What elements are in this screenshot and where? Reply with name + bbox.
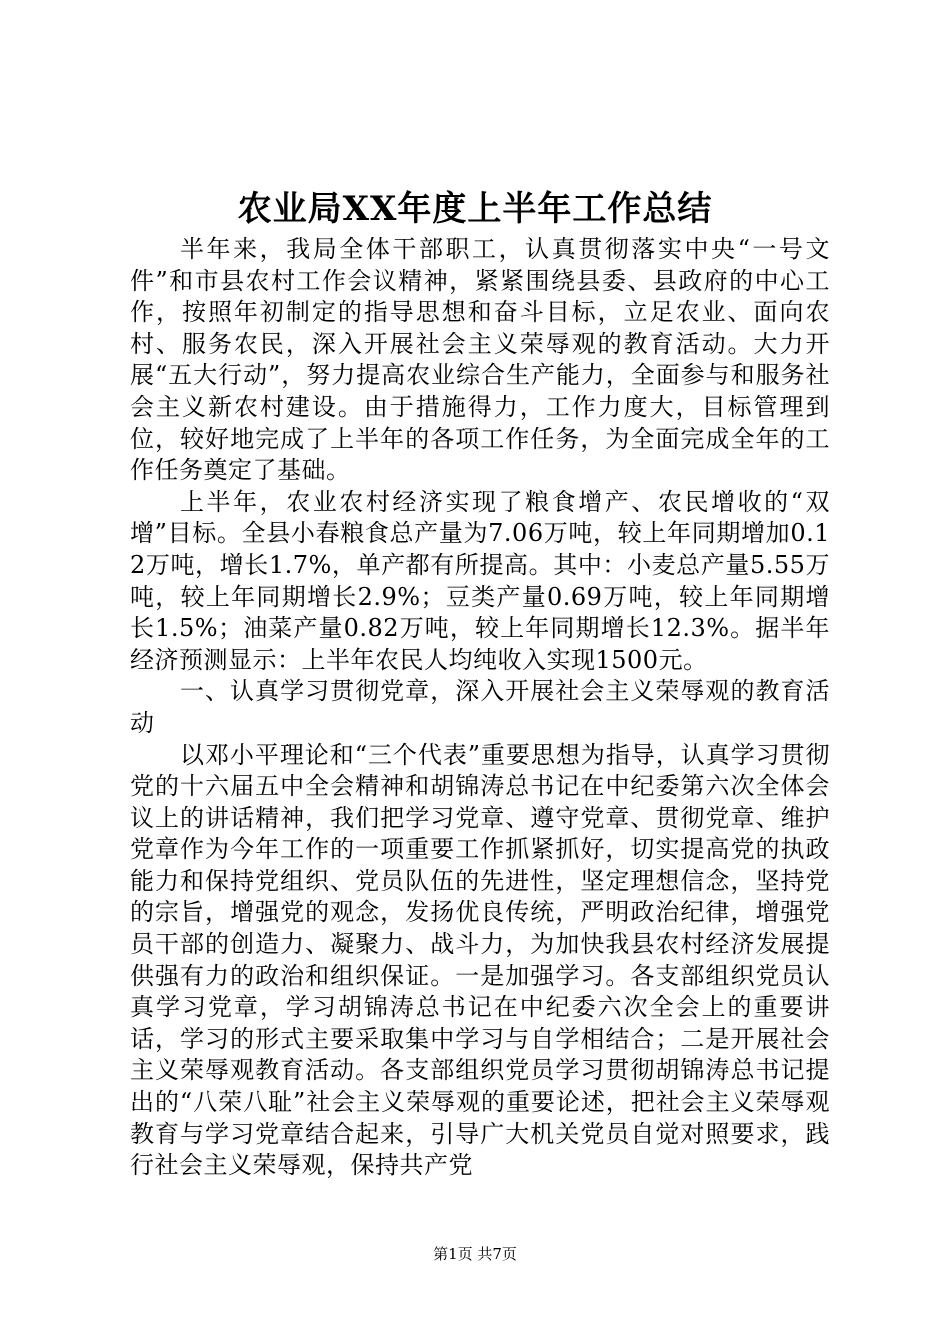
document-title: 农业局XX年度上半年工作总结 (237, 189, 713, 229)
section-heading-1: 一、认真学习贯彻党章，深入开展社会主义荣辱观的教育活动 (130, 677, 830, 737)
page-number-footer: 第1页 共7页 (433, 1245, 517, 1263)
paragraph-party-study: 以邓小平理论和“三个代表”重要思想为指导，认真学习贯彻党的十六届五中全会精神和胡锦涛总书记在中纪委第六次全体会议上的讲话精神，我们把学习党章、遵守党章、贯彻党章、维护党章作为今年工作的一项重要工作抓紧抓好，切实提高党的执政能力和保持党组织、党员队伍的先进性，坚定理想信念，坚持党的宗旨，增强党的观念，发扬优良传统，严明政治纪律，增强党员干部的创造力、凝聚力、战斗力，为加快我县农村经济发展提供强有力的政治和组织保证。一是加强学习。各支部组织党员认真学习党章，学习胡锦涛总书记在中纪委六次全会上的重要讲话，学习的形式主要采取集中学习与自学相结合；二是开展社会主义荣辱观教育活动。各支部组织党员学习贯彻胡锦涛总书记提出的“八荣八耻”社会主义荣辱观的重要论述，把社会主义荣辱观教育与学习党章结合起来，引导广大机关党员自觉对照要求，践行社会主义荣辱观，保持共产党 (130, 740, 830, 1180)
document-body (130, 234, 830, 1182)
paragraph-grain-output: 上半年，农业农村经济实现了粮食增产、农民增收的“双增”目标。全县小春粮食总产量为7.06万吨，较上年同期增加0.12万吨，增长1.7%，单产都有所提高。其中：小麦总产量5.55万吨，较上年同期增长2.9%；豆类产量0.69万吨，较上年同期增长1.5%；油菜产量0.82万吨，较上年同期增长12.3%。据半年经济预测显示：上半年农民人均纯收入实现1500元。 (130, 487, 830, 674)
paragraph-intro: 半年来，我局全体干部职工，认真贯彻落实中央“一号文件”和市县农村工作会议精神，紧紧围绕县委、县政府的中心工作，按照年初制定的指导思想和奋斗目标，立足农业、面向农村、服务农民，深入开展社会主义荣辱观的教育活动。大力开展“五大行动”，努力提高农业综合生产能力，全面参与和服务社会主义新农村建设。由于措施得力，工作力度大，目标管理到位，较好地完成了上半年的各项工作任务，为全面完成全年的工作任务奠定了基础。 (130, 235, 830, 485)
